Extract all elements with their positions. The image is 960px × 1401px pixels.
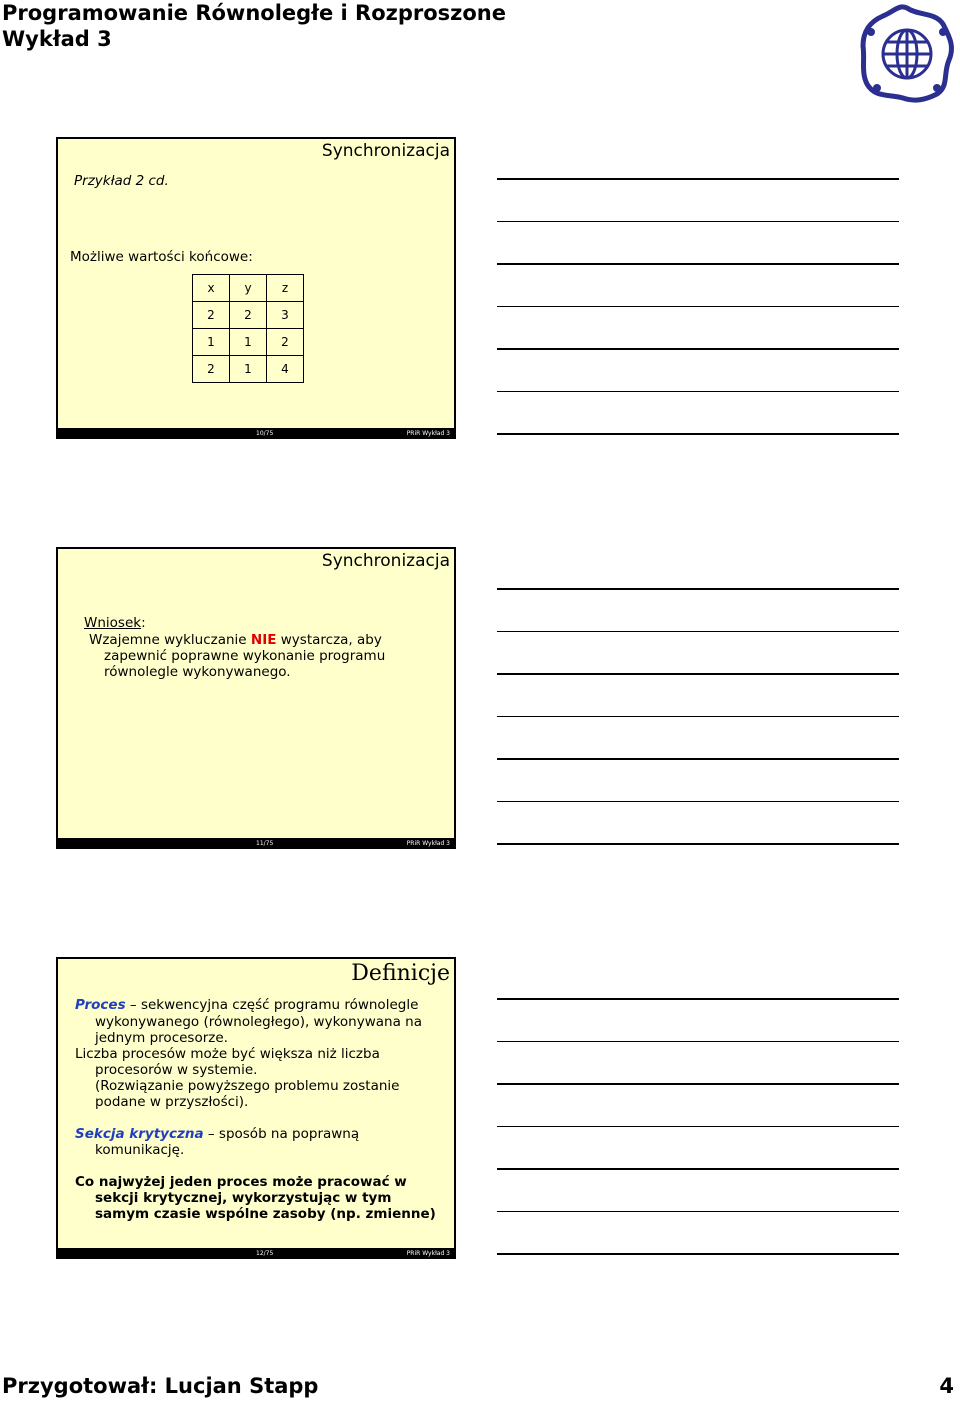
slide-subtitle: Przykład 2 cd. [74, 173, 169, 189]
slide-11 [56, 547, 456, 849]
table-header: z [267, 275, 304, 302]
definition-line: wykonywanego (równoległego), wykonywana na [95, 1014, 422, 1030]
lecture-number: Wykład 3 [2, 27, 112, 51]
conclusion-text: wystarcza, aby [276, 632, 382, 648]
paragraph-line: Liczba procesów może być większa niż liczba [75, 1046, 380, 1062]
emphasis-not: NIE [250, 632, 277, 648]
slide-page-number: 11/75 [256, 840, 274, 847]
slide-10 [56, 137, 456, 439]
definition-line: komunikację. [95, 1142, 185, 1158]
table-cell: 2 [267, 329, 304, 356]
slide-page-number: 10/75 [256, 430, 274, 437]
conclusion-colon: : [141, 615, 146, 631]
definition-proces [75, 997, 418, 1014]
table-cell: 2 [230, 302, 267, 329]
conclusion-label: Wniosek [84, 615, 142, 631]
term-critical-section: Sekcja krytyczna [75, 1126, 204, 1142]
slide-title: Synchronizacja [321, 551, 450, 571]
slide-12 [56, 957, 456, 1259]
slide-title: Definicje [351, 961, 450, 986]
document-title: Programowanie Równoległe i Rozproszone [2, 1, 506, 25]
author: Przygotował: Lucjan Stapp [2, 1374, 319, 1398]
conclusion-heading [84, 615, 146, 632]
slide-footer-label: PRiR Wykład 3 [406, 430, 450, 437]
table-cell: 1 [193, 329, 230, 356]
bold-statement-line: Co najwyżej jeden proces może pracować w [75, 1174, 407, 1190]
slide-footer [56, 428, 456, 439]
table-header: x [193, 275, 230, 302]
conclusion-text: Wzajemne wykluczanie [89, 632, 251, 648]
bold-statement-line: sekcji krytycznej, wykorzystując w tym [95, 1190, 392, 1206]
notes-lines [497, 998, 899, 1296]
conclusion-line-3: równolegle wykonywanego. [104, 664, 291, 680]
definition-text: – sekwencyjna część programu równolegle [125, 997, 419, 1013]
slide-title: Synchronizacja [321, 141, 450, 161]
conclusion-line-1 [89, 632, 382, 649]
notes-lines [497, 588, 899, 886]
table-cell: 4 [267, 356, 304, 383]
slide-footer-label: PRiR Wykład 3 [406, 840, 450, 847]
table-header: y [230, 275, 267, 302]
definition-text: – sposób na poprawną [203, 1126, 360, 1142]
table-cell: 2 [193, 302, 230, 329]
table-cell: 3 [267, 302, 304, 329]
table-cell: 2 [193, 356, 230, 383]
paragraph-line: (Rozwiązanie powyższego problemu zostanie [95, 1078, 400, 1094]
values-table [192, 274, 304, 383]
slide-footer [56, 838, 456, 849]
slide-page-number: 12/75 [256, 1250, 274, 1257]
intro-text: Możliwe wartości końcowe: [70, 249, 253, 265]
globe-logo [857, 2, 957, 106]
term-proces: Proces [75, 997, 126, 1013]
definition-critical-section [75, 1126, 359, 1143]
table-cell: 1 [230, 329, 267, 356]
table-cell: 1 [230, 356, 267, 383]
page-number: 4 [939, 1374, 954, 1398]
definition-line: jednym procesorze. [95, 1030, 228, 1046]
bold-statement-line: samym czasie wspólne zasoby (np. zmienne) [95, 1206, 436, 1222]
slide-footer-label: PRiR Wykład 3 [406, 1250, 450, 1257]
conclusion-line-2: zapewnić poprawne wykonanie programu [104, 648, 386, 664]
notes-lines [497, 178, 899, 476]
paragraph-line: podane w przyszłości). [95, 1094, 249, 1110]
slide-footer [56, 1248, 456, 1259]
paragraph-line: procesorów w systemie. [95, 1062, 258, 1078]
